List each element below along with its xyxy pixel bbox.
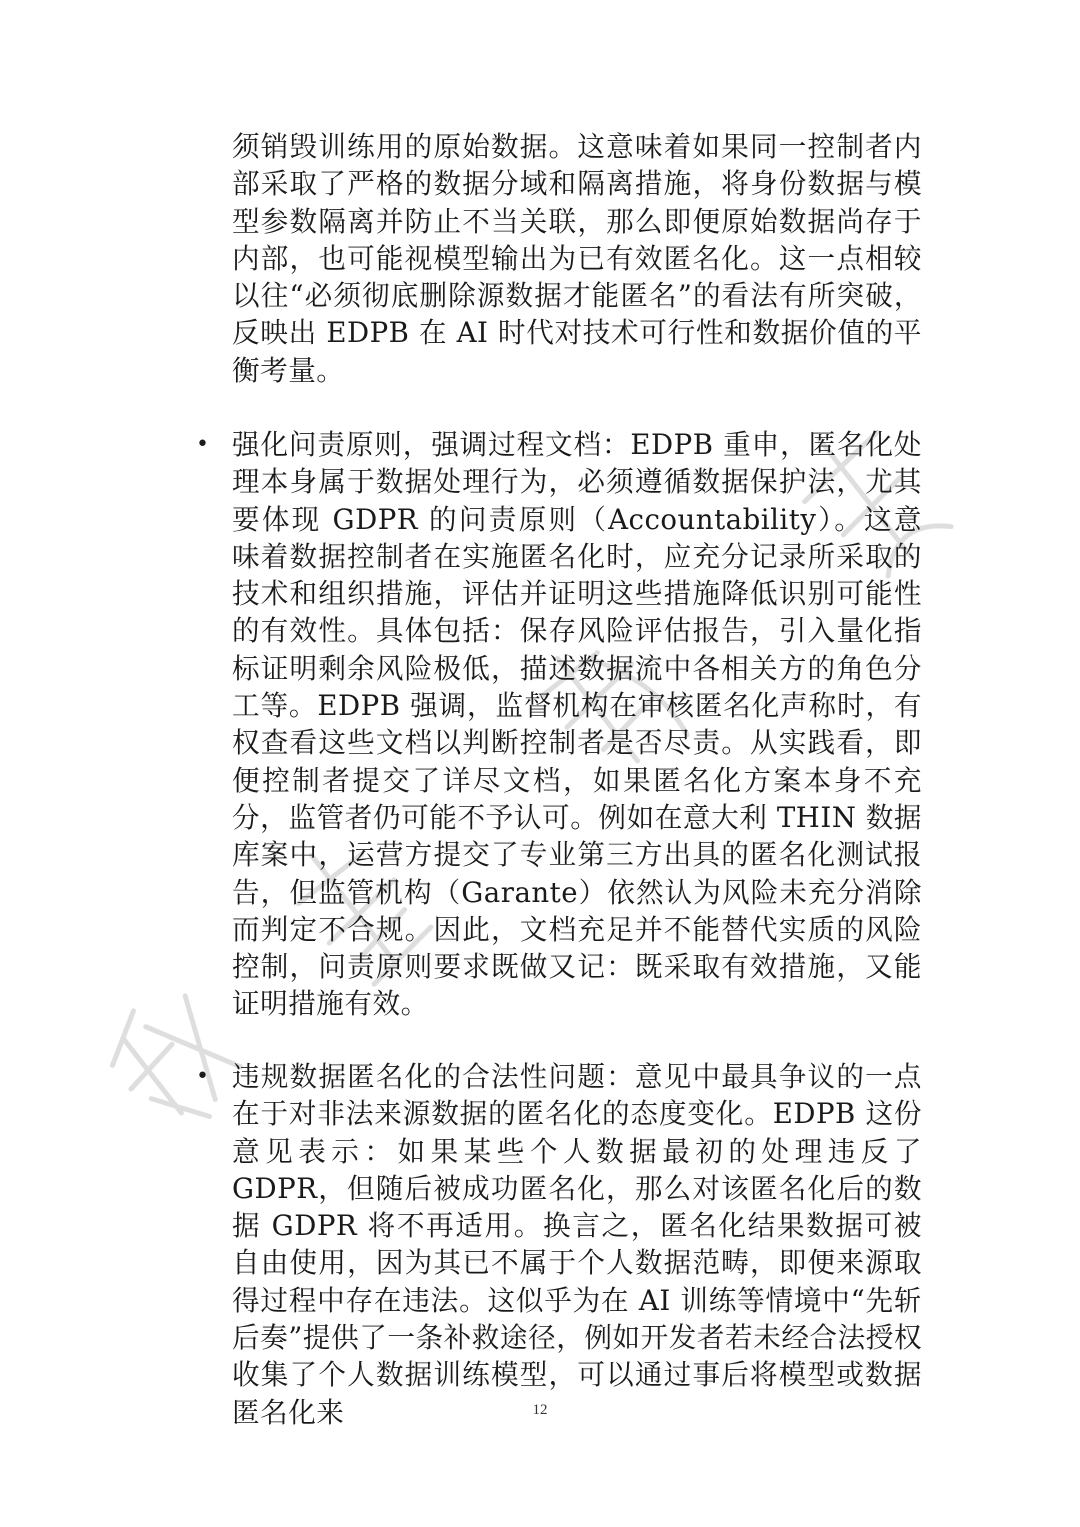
continuation-paragraph [232, 128, 922, 389]
bullet-marker: • [196, 1064, 210, 1089]
bullet-text: 违规数据匿名化的合法性问题：意见中最具争议的一点在于对非法来源数据的匿名化的态度变化。EDPB 这份意见表示：如果某些个人数据最初的处理违反了 GDPR，但随后被成功匿名化，那么对该匿名化后的数据 GDPR 将不再适用。换言之，匿名化结果数据可被自由使用，因为其已不属于个人数据范畴，即便来源取得过程中存在违法。这似乎为在 AI 训练等情境中“先斩后奏”提供了一条补救途径，例如开发者若未经合法授权收集了个人数据训练模型，可以通过事后将模型或数据匿名化来 [232, 1060, 922, 1429]
bullet-item-unlawful-data [196, 1058, 922, 1431]
bullet-marker: • [196, 432, 210, 457]
page-number: 12 [532, 1402, 548, 1418]
bullet-item-accountability [196, 426, 922, 1023]
continuation-paragraph-text: 须销毁训练用的原始数据。这意味着如果同一控制者内部采取了严格的数据分域和隔离措施，将身份数据与模型参数隔离并防止不当关联，那么即便原始数据尚存于内部，也可能视模型输出为已有效匿名化。这一点相较以往“必须彻底删除源数据才能匿名”的看法有所突破，反映出 EDPB 在 AI 时代对技术可行性和数据价值的平衡考量。 [232, 130, 922, 387]
bullet-text: 强化问责原则，强调过程文档：EDPB 重申，匿名化处理本身属于数据处理行为，必须遵循数据保护法，尤其要体现 GDPR 的问责原则（Accountability）。这意味着数据控制者在实施匿名化时，应充分记录所采取的技术和组织措施，评估并证明这些措施降低识别可能性的有效性。具体包括：保存风险评估报告，引入量化指标证明剩余风险极低，描述数据流中各相关方的角色分工等。EDPB 强调，监督机构在审核匿名化声称时，有权查看这些文档以判断控制者是否尽责。从实践看，即便控制者提交了详尽文档，如果匿名化方案本身不充分，监管者仍可能不予认可。例如在意大利 THIN 数据库案中，运营方提交了专业第三方出具的匿名化测试报告，但监管机构（Garante）依然认为风险未充分消除而判定不合规。因此，文档充足并不能替代实质的风险控制，问责原则要求既做又记：既采取有效措施，又能证明措施有效。 [232, 428, 922, 1021]
